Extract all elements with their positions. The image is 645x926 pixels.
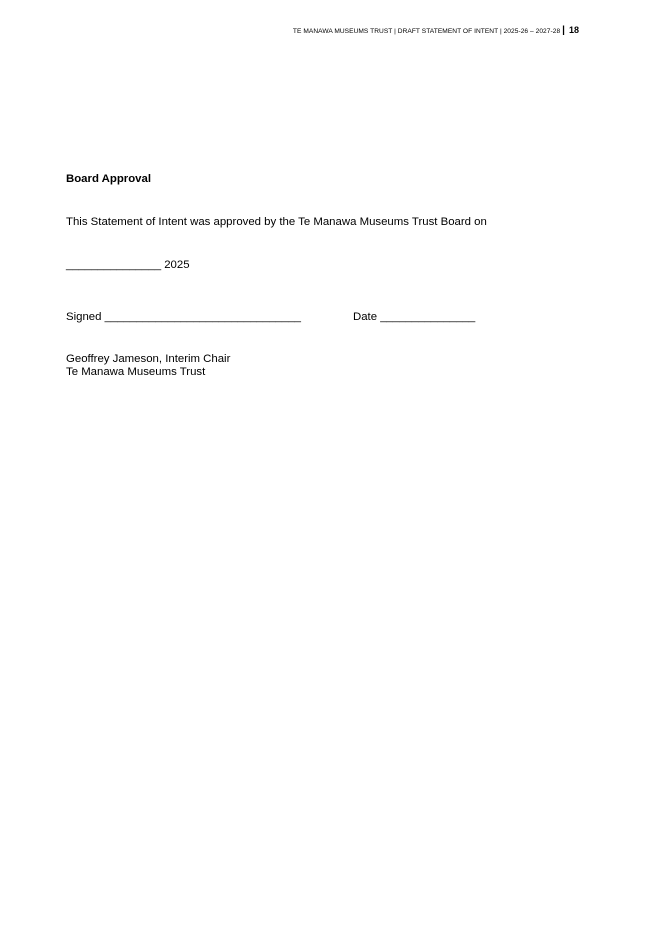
section-title: Board Approval	[66, 173, 152, 185]
page-number: 18	[568, 25, 579, 35]
signatory-organisation: Te Manawa Museums Trust	[66, 366, 206, 379]
approval-date-line: _______________ 2025	[66, 259, 190, 271]
page-header	[293, 25, 579, 36]
date-line: Date _______________	[353, 311, 476, 323]
signatory-name: Geoffrey Jameson, Interim Chair	[66, 353, 231, 365]
running-title: TE MANAWA MUSEUMS TRUST | DRAFT STATEMENT OF INTENT | 2025-26 – 2027-28	[292, 28, 561, 35]
approval-statement: This Statement of Intent was approved by the Te Manawa Museums Trust Board on	[66, 216, 487, 228]
signed-line: Signed _______________________________	[66, 311, 302, 323]
signatory-block	[66, 353, 230, 380]
header-separator: |	[562, 25, 565, 36]
